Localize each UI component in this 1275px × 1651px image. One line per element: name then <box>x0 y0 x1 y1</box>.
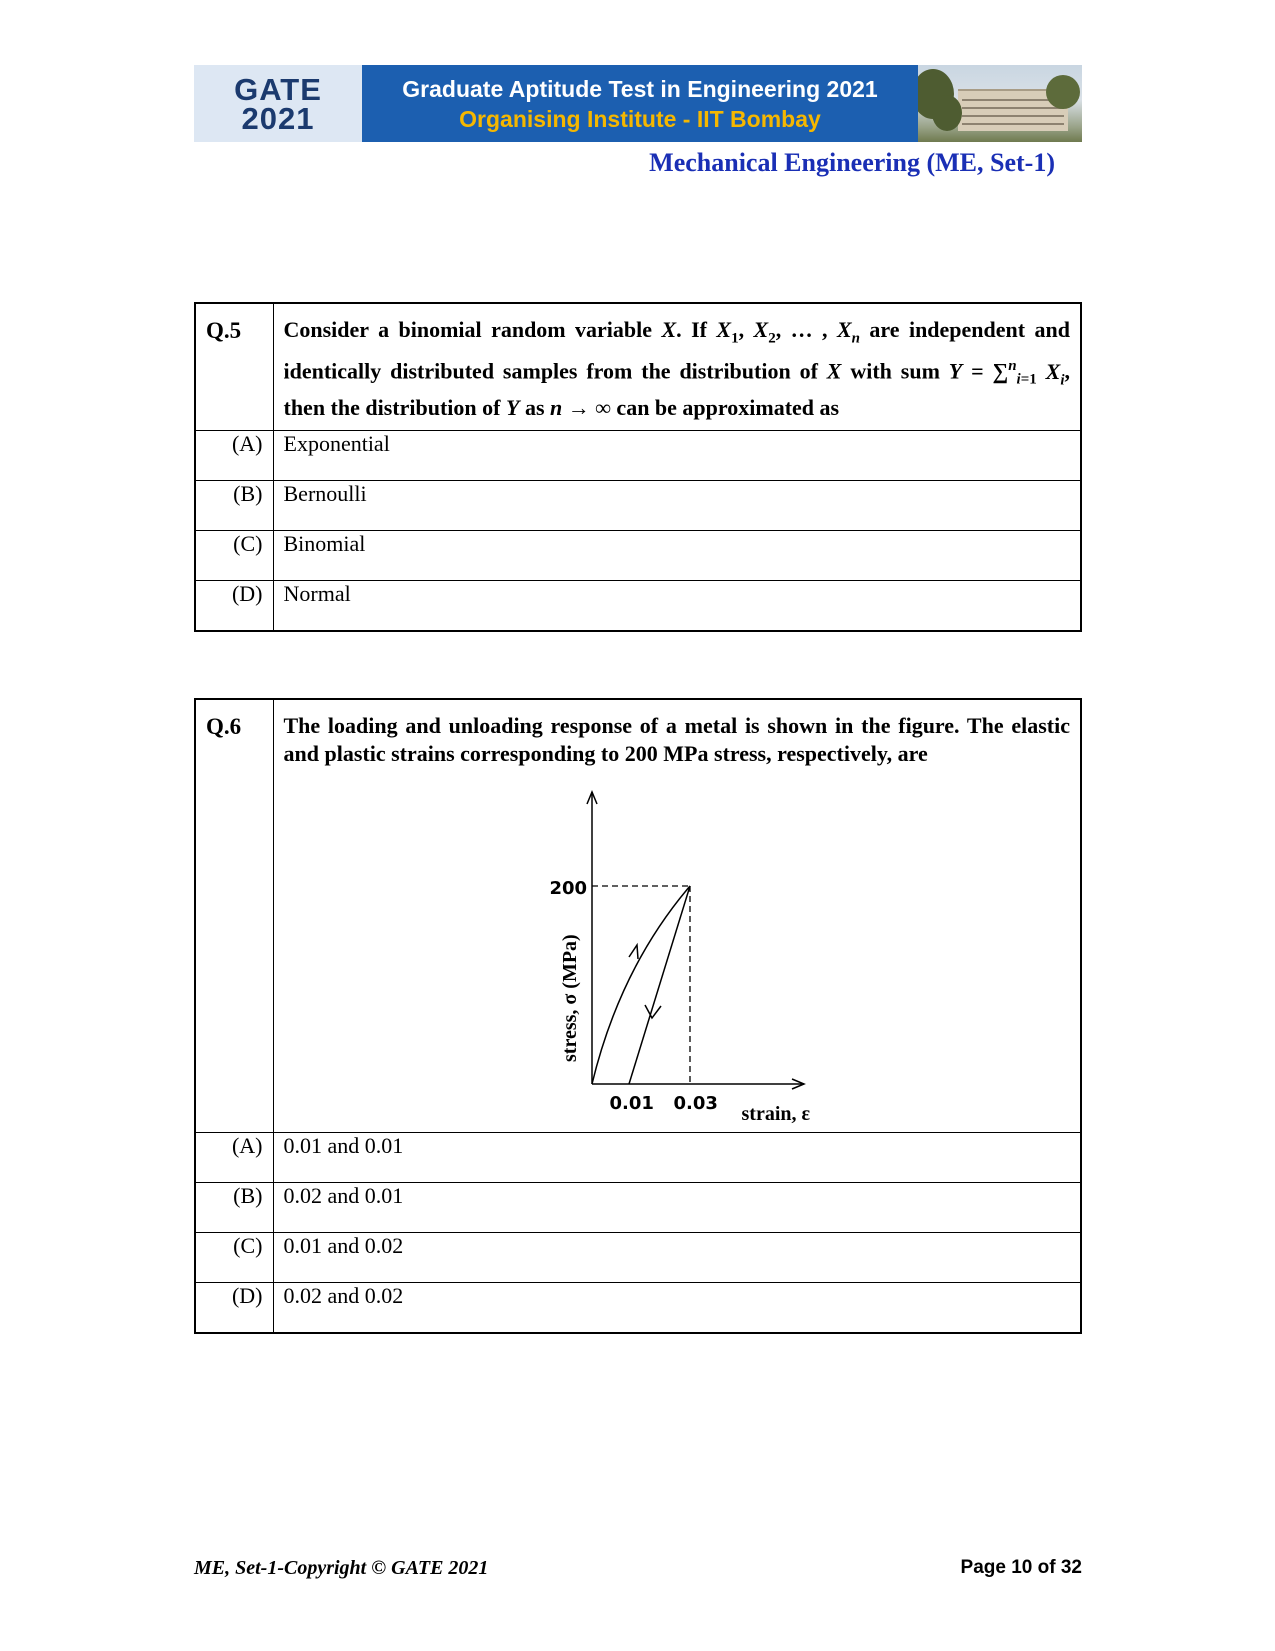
option-row <box>195 581 1081 632</box>
loading-arrow <box>629 945 638 959</box>
campus-photo <box>918 65 1082 142</box>
question-6-text: The loading and unloading response of a metal is shown in the figure. The elastic and plastic strains corresponding to 200 MPa stress, respectively, are <box>283 713 1070 766</box>
logo-line-1: GATE <box>234 71 322 107</box>
x-axis-label: strain, ε <box>741 1103 811 1125</box>
option-label: (B) <box>195 481 273 531</box>
option-text: Binomial <box>273 531 1081 581</box>
option-text: 0.01 and 0.02 <box>273 1233 1081 1283</box>
question-5-text: Consider a binomial random variable X. If $X_1$, $X_2$, … , $X_n$ are independent and identically distributed samples from the distribution of X with sum Y = ∑$^n_{i=1}$ $X_i$, then the distribution of Y as n → ∞ can be approximated as <box>273 303 1081 431</box>
header-banner <box>194 65 1082 142</box>
y-tick-200: 200 <box>549 878 588 899</box>
stress-strain-figure <box>516 772 836 1132</box>
option-row <box>195 1283 1081 1334</box>
option-label: (D) <box>195 581 273 632</box>
option-row <box>195 531 1081 581</box>
footer-copyright: ME, Set-1-Copyright © GATE 2021 <box>194 1557 489 1579</box>
question-5-table <box>194 302 1082 632</box>
option-text: 0.01 and 0.01 <box>273 1133 1081 1183</box>
question-6-table <box>194 698 1082 1334</box>
option-row <box>195 1133 1081 1183</box>
banner-subtitle: Organising Institute - IIT Bombay <box>459 105 821 132</box>
banner-title-box <box>362 65 918 142</box>
option-text: Bernoulli <box>273 481 1081 531</box>
option-label: (C) <box>195 531 273 581</box>
option-label: (B) <box>195 1183 273 1233</box>
option-text: Normal <box>273 581 1081 632</box>
option-label: (D) <box>195 1283 273 1334</box>
page-number: Page 10 of 32 <box>960 1557 1082 1578</box>
question-6-cell <box>273 699 1081 1133</box>
tree-shape <box>1046 75 1080 109</box>
y-axis-label: stress, σ (MPa) <box>558 934 581 1062</box>
question-number: Q.5 <box>195 303 273 431</box>
loading-curve <box>592 886 690 1084</box>
option-label: (C) <box>195 1233 273 1283</box>
logo-line-2: 2021 <box>241 100 315 136</box>
option-label: (A) <box>195 1133 273 1183</box>
option-text: Exponential <box>273 431 1081 481</box>
option-label: (A) <box>195 431 273 481</box>
banner-title: Graduate Aptitude Test in Engineering 2021 <box>402 75 878 102</box>
option-row <box>195 1233 1081 1283</box>
option-row <box>195 1183 1081 1233</box>
tree-shape <box>932 95 962 131</box>
unloading-line <box>629 886 690 1084</box>
option-text: 0.02 and 0.01 <box>273 1183 1081 1233</box>
question-number: Q.6 <box>195 699 273 1133</box>
gate-logo <box>194 65 362 142</box>
option-row <box>195 481 1081 531</box>
option-row <box>195 431 1081 481</box>
subject-title: Mechanical Engineering (ME, Set-1) <box>649 148 1055 177</box>
option-text: 0.02 and 0.02 <box>273 1283 1081 1334</box>
x-tick-001: 0.01 <box>609 1093 654 1114</box>
x-tick-003: 0.03 <box>673 1093 718 1114</box>
